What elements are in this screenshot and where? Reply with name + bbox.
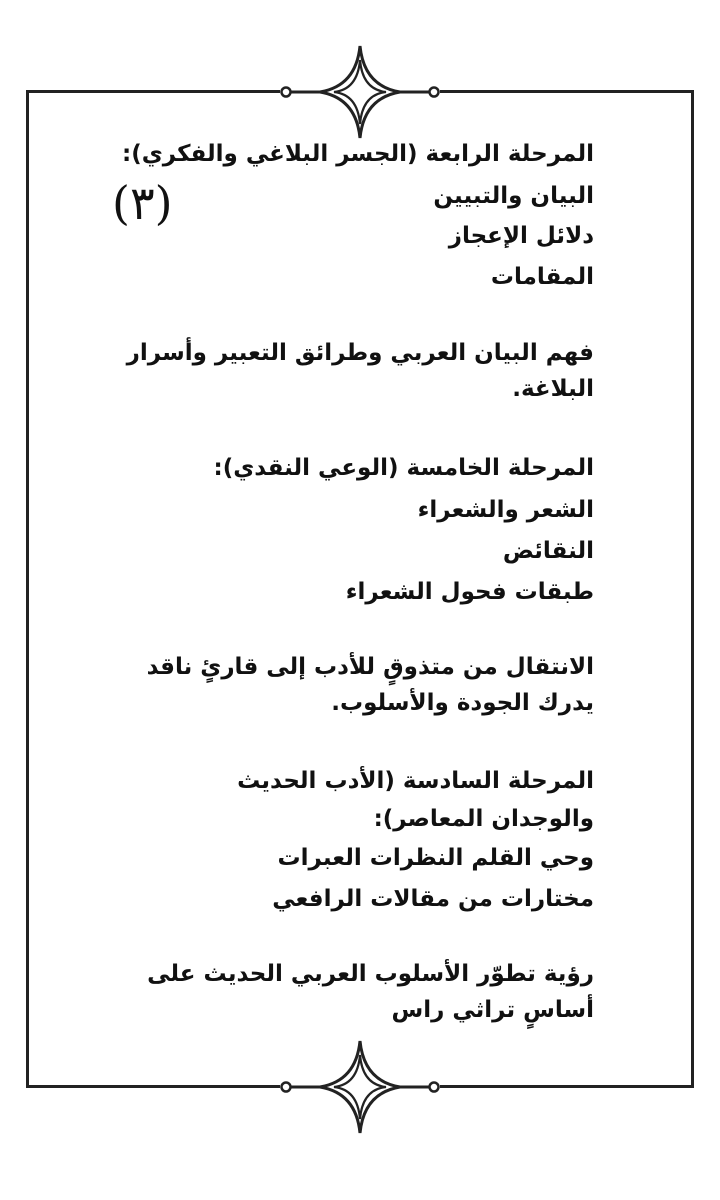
- stage6-goal-line-1: رؤية تطوّر الأسلوب العربي الحديث على: [147, 961, 594, 987]
- stage5-heading: المرحلة الخامسة (الوعي النقدي):: [213, 455, 594, 481]
- stage5-book-3: طبقات فحول الشعراء: [345, 579, 594, 605]
- stage5-goal-line-1: الانتقال من متذوقٍ للأدب إلى قارئٍ ناقد: [146, 654, 594, 680]
- frame-right-border: [691, 90, 694, 1088]
- frame-left-border: [26, 90, 29, 1088]
- stage4-book-2: دلائل الإعجاز: [448, 223, 594, 249]
- page-number: (٣): [112, 176, 173, 230]
- stage6-books-line-1: وحي القلم النظرات العبرات: [277, 845, 594, 871]
- star-ornament-bottom-icon: [280, 1037, 440, 1137]
- stage6-heading-line-2: والوجدان المعاصر):: [373, 806, 594, 832]
- stage4-heading: المرحلة الرابعة (الجسر البلاغي والفكري):: [122, 141, 594, 167]
- stage4-book-3: المقامات: [490, 264, 594, 290]
- stage6-books-line-2: مختارات من مقالات الرافعي: [272, 886, 594, 912]
- stage5-book-1: الشعر والشعراء: [417, 497, 594, 523]
- stage4-goal-line-2: البلاغة.: [512, 376, 594, 402]
- stage4-book-1: البيان والتبيين: [433, 183, 594, 209]
- stage6-goal-line-2: أساسٍ تراثي راس: [391, 997, 594, 1023]
- star-ornament-top-icon: [280, 42, 440, 142]
- stage4-goal-line-1: فهم البيان العربي وطرائق التعبير وأسرار: [126, 340, 594, 366]
- stage6-heading-line-1: المرحلة السادسة (الأدب الحديث: [237, 768, 594, 794]
- stage5-book-2: النقائض: [502, 538, 594, 564]
- stage5-goal-line-2: يدرك الجودة والأسلوب.: [331, 690, 594, 716]
